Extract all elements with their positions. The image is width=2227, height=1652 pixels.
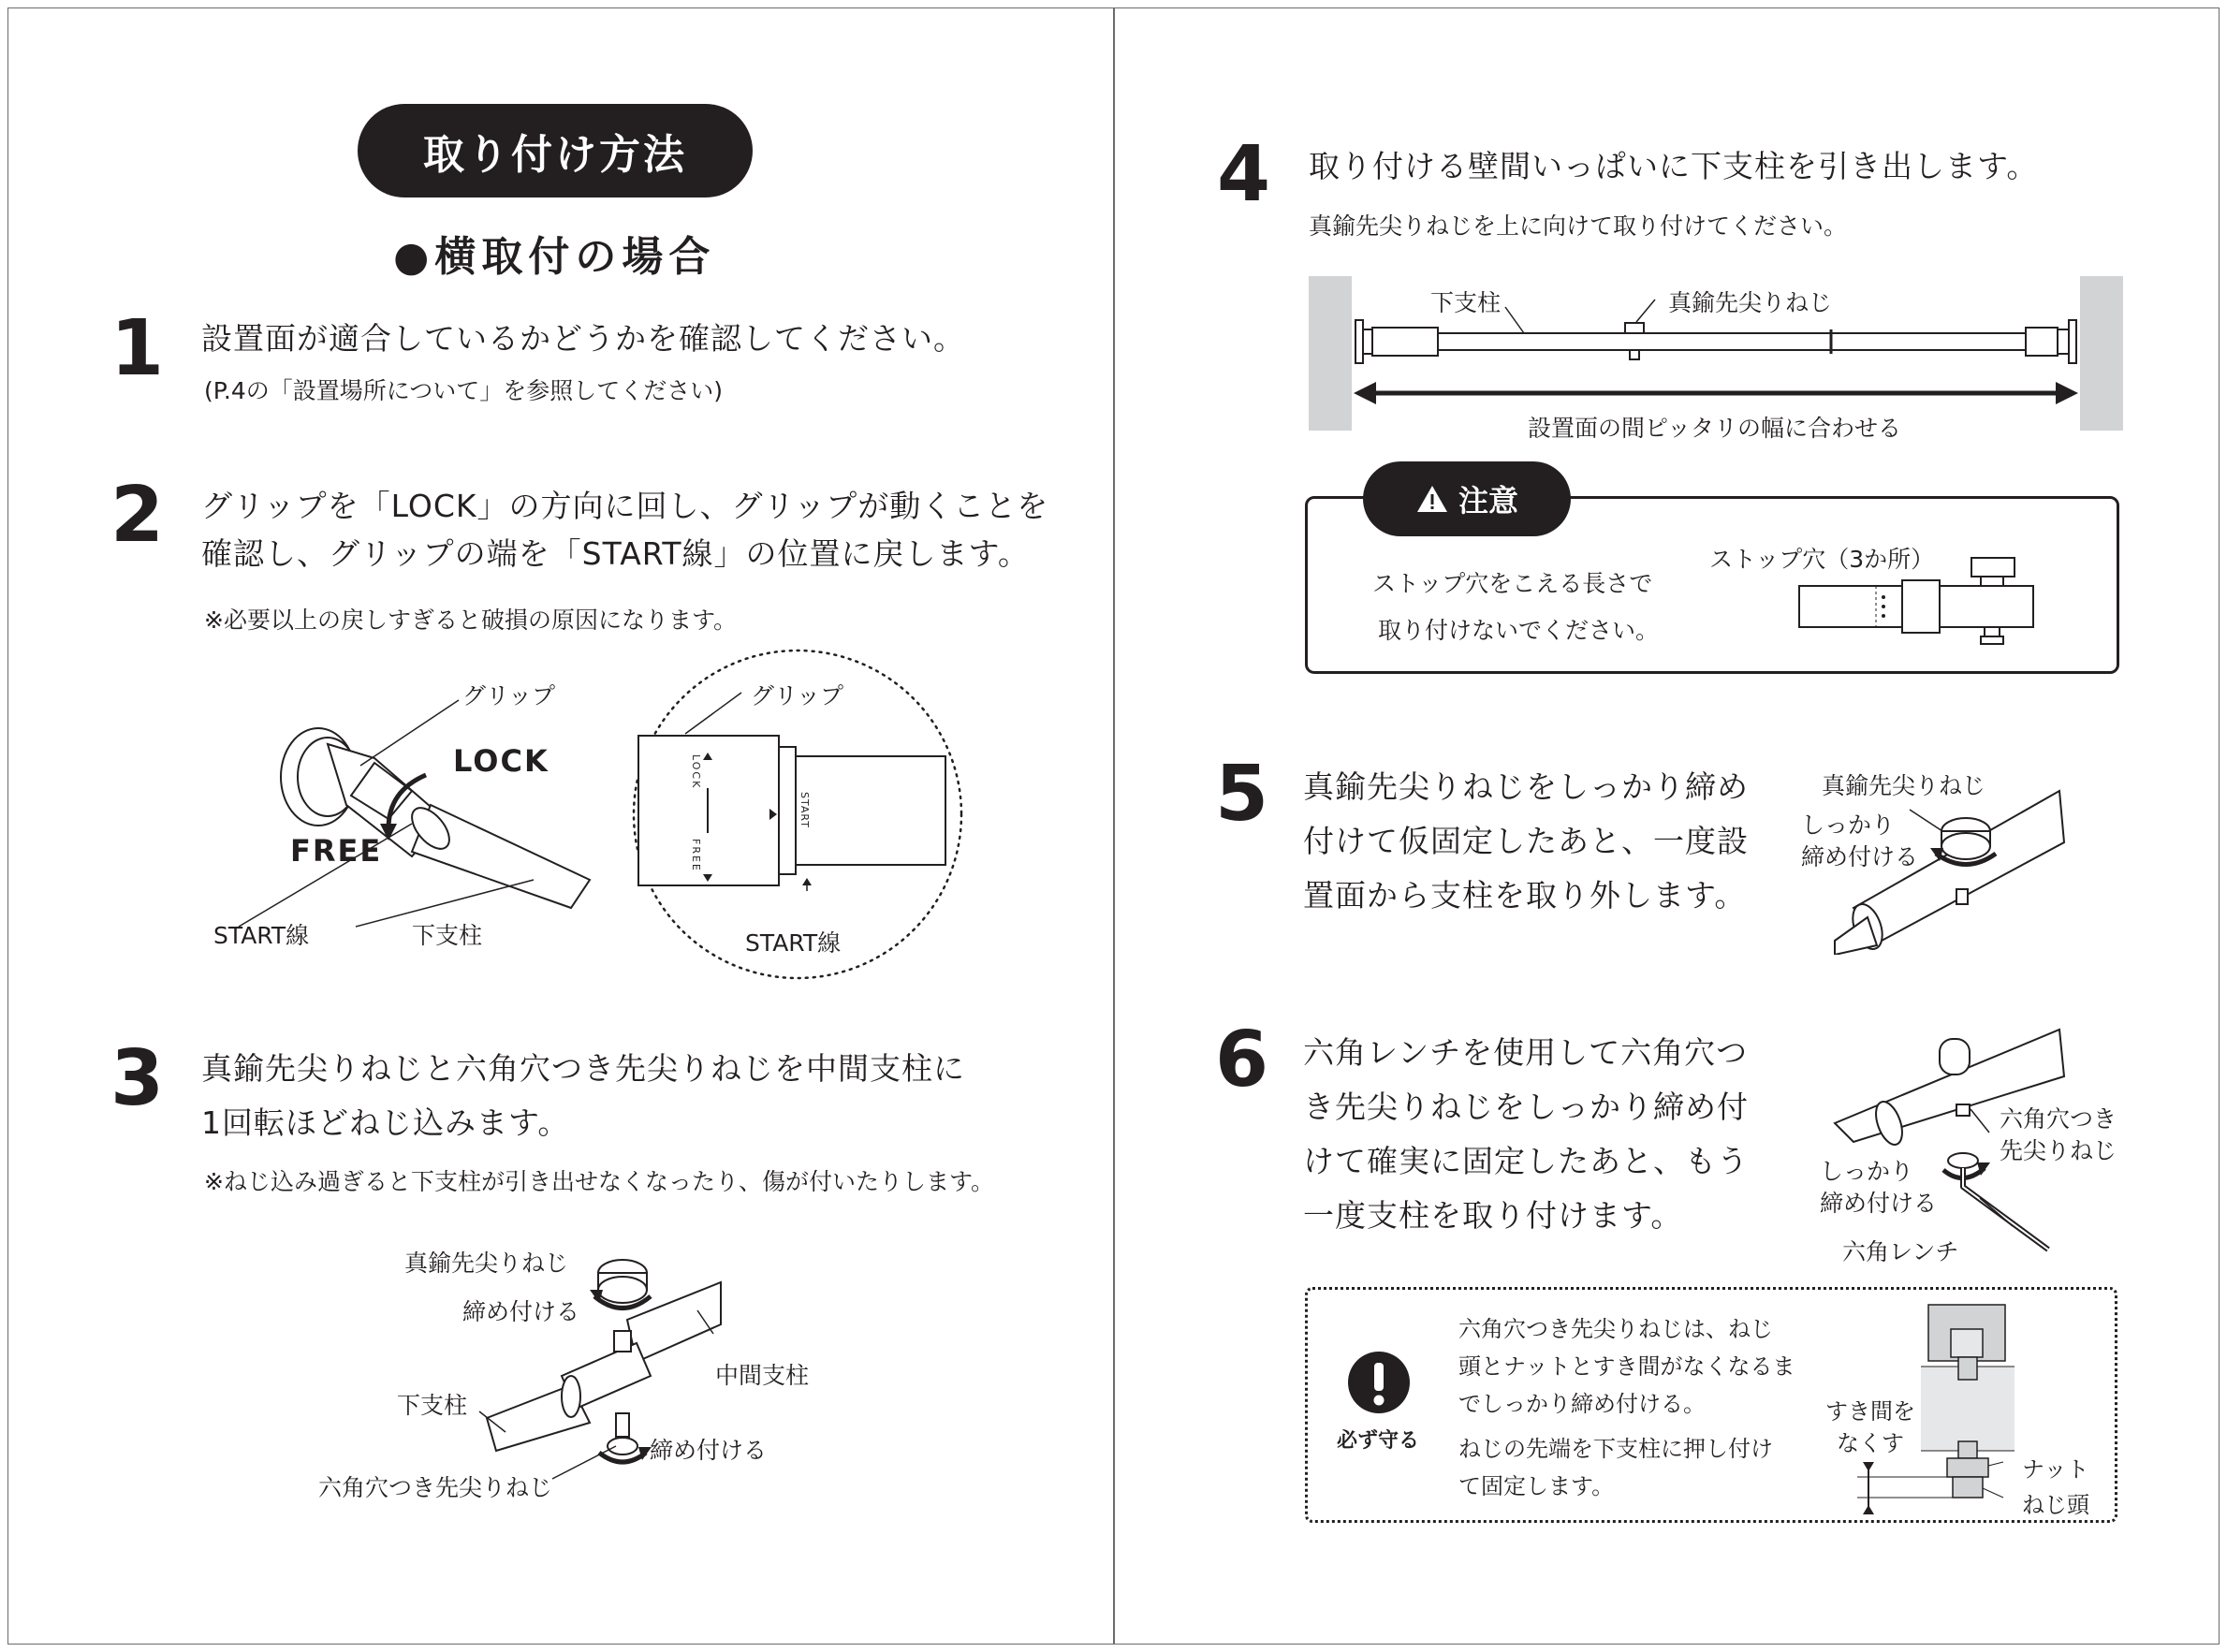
tighten-label-6a: しっかり [1820, 1158, 1914, 1185]
step-2-note: ※必要以上の戻しすぎると破損の原因になります。 [204, 607, 737, 634]
tighten-top-label: 締め付ける [462, 1298, 580, 1325]
width-caption: 設置面の間ピッタリの幅に合わせる [1528, 415, 1902, 442]
stop-hole-illustration [1797, 552, 2041, 655]
page-divider [1113, 7, 1115, 1645]
gap-label-b: なくす [1837, 1430, 1904, 1456]
exclamation-icon [1346, 1350, 1412, 1415]
step-6-text-line2: き先尖りねじをしっかり締め付 [1303, 1089, 1749, 1125]
step-3-text-line2: 1回転ほどねじ込みます。 [201, 1104, 570, 1141]
step-1-number: 1 [110, 304, 165, 393]
step-3-text-line1: 真鍮先尖りねじと六角穴つき先尖りねじを中間支柱に [201, 1050, 965, 1087]
step-2-number: 2 [110, 471, 165, 560]
step-1-note: (P.4の「設置場所について」を参照してください) [204, 377, 724, 404]
nut-label: ナット [2022, 1456, 2089, 1483]
warning-icon [1415, 484, 1449, 514]
grip-zoom-label: グリップ [751, 682, 844, 709]
step-4-note: 真鍮先尖りねじを上に向けて取り付けてください。 [1309, 212, 1848, 240]
wrench-label: 六角レンチ [1842, 1238, 1959, 1265]
middle-pole-label: 中間支柱 [715, 1362, 810, 1389]
tighten-label-6b: 締め付ける [1820, 1190, 1938, 1217]
free-mark: FREE [690, 839, 702, 872]
lower-pole-label-3: 下支柱 [397, 1392, 468, 1419]
lock-mark: LOCK [690, 754, 702, 790]
step-2-text-line1: グリップを「LOCK」の方向に回し、グリップが動くことを [201, 488, 1049, 524]
step-5-text-line1: 真鍮先尖りねじをしっかり締め [1303, 768, 1749, 805]
brass-screw-label-5: 真鍮先尖りねじ [1822, 772, 1986, 799]
step-6-text-line4: 一度支柱を取り付けます。 [1303, 1197, 1683, 1234]
step-6-text-line1: 六角レンチを使用して六角穴つ [1303, 1034, 1749, 1071]
must-line5: て固定します。 [1458, 1473, 1615, 1499]
must-follow-label: 必ず守る [1337, 1429, 1420, 1453]
step-3-note: ※ねじ込み過ぎると下支柱が引き出せなくなったり、傷が付いたりします。 [204, 1168, 994, 1195]
grip-label: グリップ [462, 682, 556, 709]
step-3-number: 3 [110, 1034, 165, 1123]
start-mark: START [798, 792, 811, 828]
must-line1: 六角穴つき先尖りねじは、ねじ [1458, 1316, 1773, 1342]
step-6-number: 6 [1215, 1016, 1269, 1104]
tighten-label-5a: しっかり [1801, 811, 1896, 839]
tighten-label-5b: 締め付ける [1801, 843, 1919, 870]
caution-title: 注意 [1458, 483, 1518, 519]
step-4-number: 4 [1217, 130, 1271, 219]
caution-line2: 取り付けないでください。 [1378, 617, 1660, 644]
start-line-label: START線 [213, 922, 310, 949]
hex-screw-label-6b: 先尖りねじ [2000, 1137, 2117, 1164]
step-2-text-line2: 確認し、グリップの端を「START線」の位置に戻します。 [201, 535, 1030, 572]
brass-screw-label-4: 真鍮先尖りねじ [1668, 289, 1833, 316]
caution-tag [1363, 461, 1571, 536]
step-5-text-line3: 置面から支柱を取り外します。 [1303, 877, 1747, 914]
hex-screw-label-6a: 六角穴つき [2000, 1105, 2117, 1133]
free-label: FREE [290, 833, 383, 869]
step-6-text-line3: けて確実に固定したあと、もう [1303, 1143, 1749, 1179]
lower-pole-label-4: 下支柱 [1430, 289, 1502, 316]
caution-line1: ストップ穴をこえる長さで [1372, 570, 1653, 597]
must-line2: 頭とナットとすき間がなくなるま [1458, 1353, 1795, 1380]
must-line4: ねじの先端を下支柱に押し付け [1458, 1436, 1773, 1462]
lock-label: LOCK [453, 743, 549, 779]
tighten-bottom-label: 締め付ける [650, 1437, 768, 1464]
screw-head-label: ねじ頭 [2022, 1492, 2089, 1518]
stop-hole-label: ストップ穴（3か所） [1709, 546, 1935, 573]
step-5-number: 5 [1215, 750, 1269, 839]
step-4-text: 取り付ける壁間いっぱいに下支柱を引き出します。 [1309, 148, 2039, 184]
brass-screw-label: 真鍮先尖りねじ [404, 1250, 569, 1277]
start-line-zoom-label: START線 [745, 929, 842, 957]
gap-label-a: すき間を [1825, 1398, 1915, 1425]
page-title: 取り付け方法 [358, 104, 753, 197]
must-line3: でしっかり締め付ける。 [1458, 1391, 1706, 1417]
hex-screw-label: 六角穴つき先尖りねじ [318, 1474, 553, 1501]
lower-pole-label: 下支柱 [412, 922, 483, 949]
section-subtitle: ●横取付の場合 [393, 233, 716, 281]
step-5-text-line2: 付けて仮固定したあと、一度設 [1303, 823, 1749, 859]
step-1-text: 設置面が適合しているかどうかを確認してください。 [201, 320, 965, 357]
